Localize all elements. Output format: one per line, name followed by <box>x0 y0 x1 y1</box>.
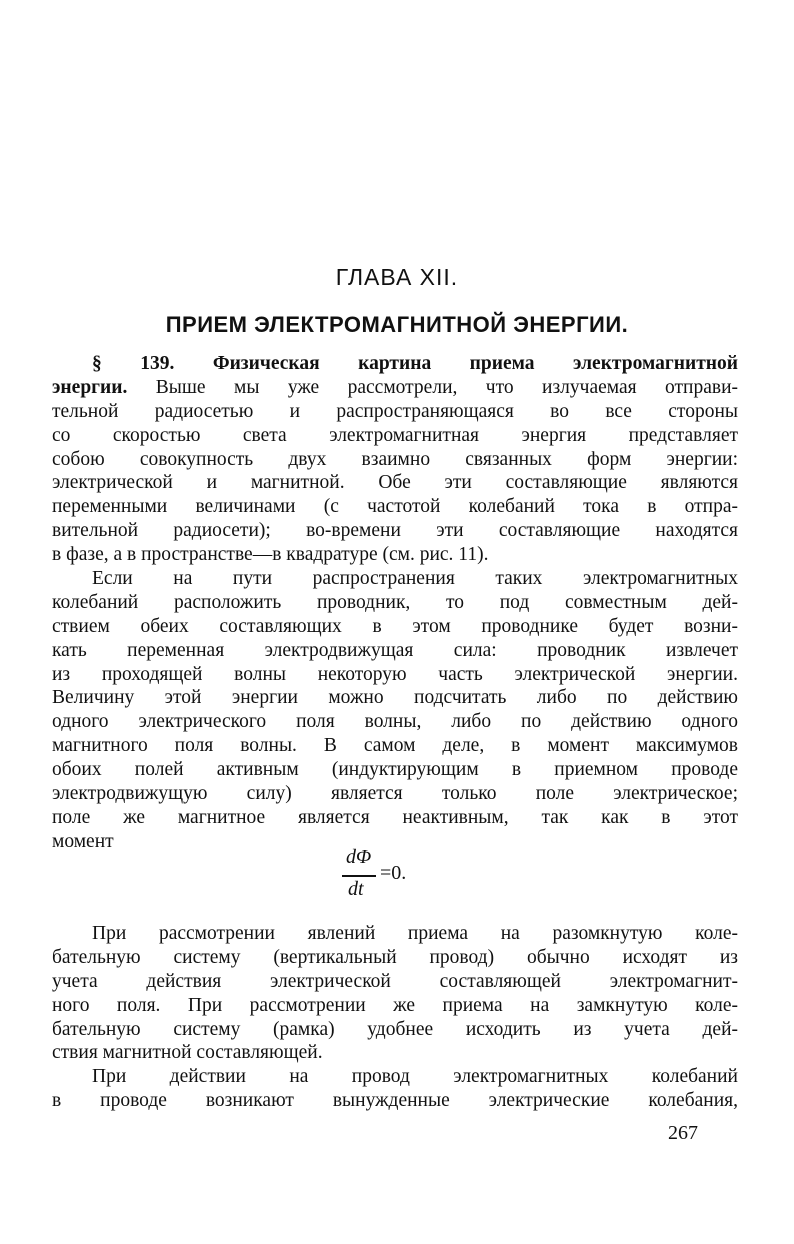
section-heading-end: энергии. <box>52 376 128 398</box>
text-line: учета действия электрической составляющей электромагнит- <box>52 970 738 992</box>
text-line: тельной радиосетью и распространяющаяся во все стороны <box>52 400 738 422</box>
body-text-upper <box>52 352 738 854</box>
text-line: ствия магнитной составляющей. <box>52 1042 323 1064</box>
text-line: Если на пути распространения таких электромагнитных <box>92 568 738 590</box>
text-line: При действии на провод электромагнитных колебаний <box>92 1066 738 1088</box>
text-line: вительной радиосети); во-времени эти составляющие находятся <box>52 520 738 542</box>
page-number: 267 <box>668 1122 698 1144</box>
text-line: При рассмотрении явлений приема на разомкнутую коле- <box>92 923 738 944</box>
text-line: электродвижущую силу) является только поле электрическое; <box>52 783 738 805</box>
equation-rhs: =0. <box>380 862 407 884</box>
body-text-lower <box>52 922 738 1113</box>
text-line: одного электрического поля волны, либо по действию одного <box>52 711 738 733</box>
text-line: момент <box>52 830 114 852</box>
text-line: переменными величинами (с частотой колебаний тока в отпра- <box>52 496 738 518</box>
text-line: со скоростью света электромагнитная энергия представляет <box>52 424 738 446</box>
text-line: поле же магнитное является неактивным, так как в этот <box>52 806 738 828</box>
text-line: ного поля. При рассмотрении же приема на замкнутую коле- <box>52 994 738 1016</box>
equation <box>340 846 450 906</box>
text-line: магнитного поля волны. В самом деле, в момент максимумов <box>52 735 738 757</box>
text-span: Выше мы уже рассмотрели, что излучаемая отправи- <box>127 376 738 398</box>
section-heading-text: § 139. Физическая картина приема электромагнитной <box>92 353 738 374</box>
text-line: кать переменная электродвижущая сила: проводник извлечет <box>52 639 738 661</box>
section-heading <box>52 352 738 376</box>
equation-numerator: dΦ <box>346 846 372 868</box>
text-line: из проходящей волны некоторую часть электрической энергии. <box>52 663 738 685</box>
text-line: ствием обеих составляющих в этом проводнике будет возни- <box>52 615 738 637</box>
text-line: в проводе возникают вынужденные электрические колебания, <box>52 1090 738 1112</box>
fraction-bar <box>342 875 376 877</box>
chapter-title: ПРИЕМ ЭЛЕКТРОМАГНИТНОЙ ЭНЕРГИИ. <box>165 312 629 337</box>
equation-denominator: dt <box>348 878 364 900</box>
text-line: бательную систему (вертикальный провод) обычно исходят из <box>52 946 738 968</box>
text-line: в фазе, а в пространстве—в квадратуре (см. рис. 11). <box>52 544 489 566</box>
text-line: электрической и магнитной. Обе эти составляющие являются <box>52 472 738 494</box>
text-line <box>52 376 738 400</box>
text-line: бательную систему (рамка) удобнее исходить из учета дей- <box>52 1018 738 1040</box>
chapter-heading: ГЛАВА XII. <box>335 264 459 290</box>
text-line: Величину этой энергии можно подсчитать либо по действию <box>52 687 738 709</box>
text-line: обоих полей активным (индуктирующим в приемном проводе <box>52 759 738 781</box>
text-line: колебаний расположить проводник, то под совместным дей- <box>52 591 738 613</box>
text-line: собою совокупность двух взаимно связанных форм энергии: <box>52 448 738 470</box>
